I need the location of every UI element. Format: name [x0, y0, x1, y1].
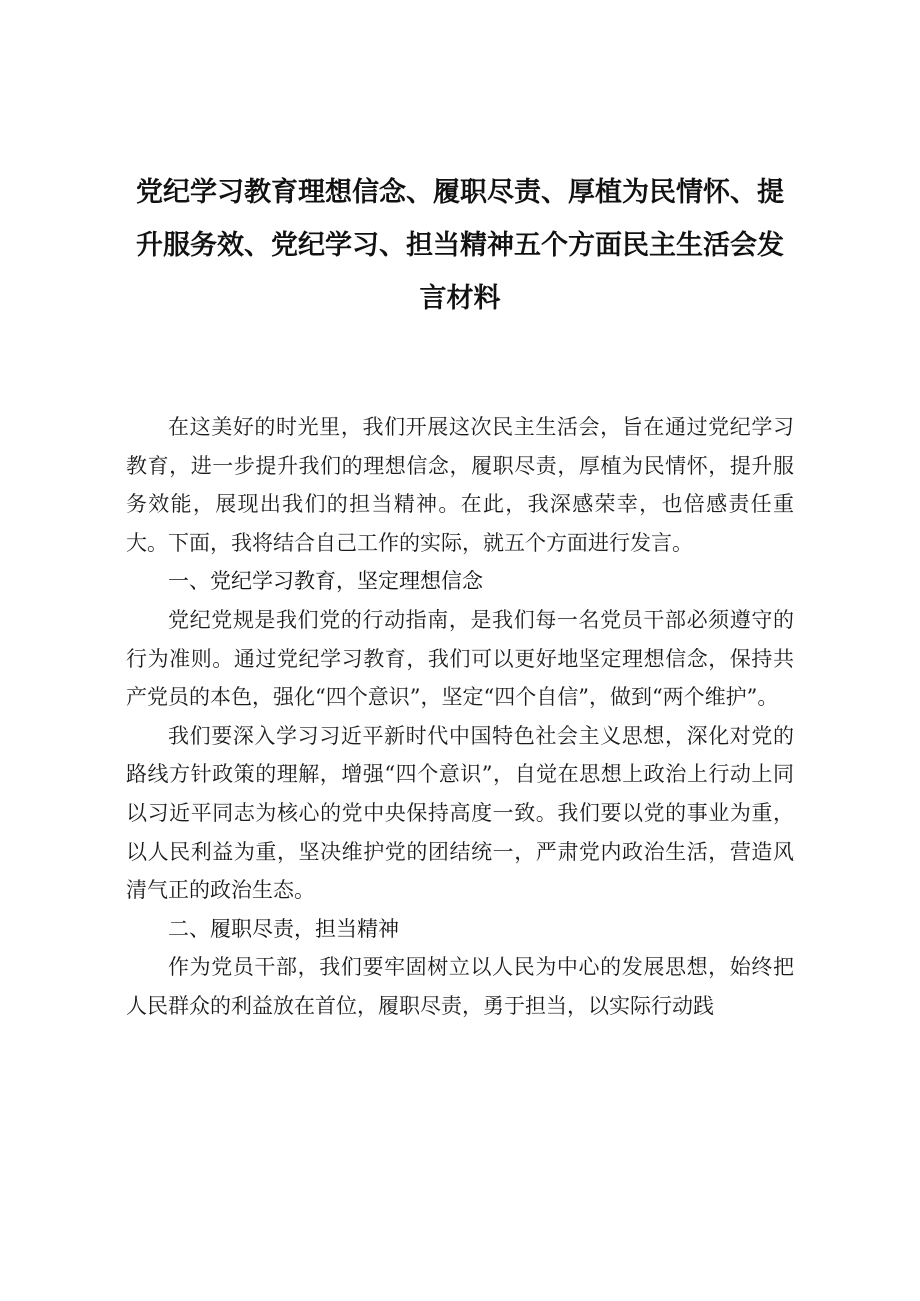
- section-heading-2: 二、履职尽责，担当精神: [168, 916, 399, 941]
- document-body: [126, 408, 794, 1026]
- section-heading-1: 一、党纪学习教育，坚定理想信念: [168, 569, 483, 594]
- section-2-paragraph-1: 作为党员干部，我们要牢固树立以人民为中心的发展思想，始终把人民群众的利益放在首位，履职尽责，勇于担当，以实际行动践: [126, 955, 794, 1018]
- section-1-paragraph-1: 党纪党规是我们党的行动指南，是我们每一名党员干部必须遵守的行为准则。通过党纪学习教育，我们可以更好地坚定理想信念，保持共产党员的本色，强化“四个意识”，坚定“四个自信”，做到“两个维护”。: [126, 607, 794, 710]
- document-title: 党纪学习教育理想信念、履职尽责、厚植为民情怀、提升服务效、党纪学习、担当精神五个方面民主生活会发言材料: [136, 177, 784, 314]
- section-1-paragraph-2: 我们要深入学习习近平新时代中国特色社会主义思想，深化对党的路线方针政策的理解，增强“四个意识”，自觉在思想上政治上行动上同以习近平同志为核心的党中央保持高度一致。我们要以党的事业为重，以人民利益为重，坚决维护党的团结统一，严肃党内政治生活，营造风清气正的政治生态。: [126, 723, 794, 903]
- intro-paragraph: 在这美好的时光里，我们开展这次民主生活会，旨在通过党纪学习教育，进一步提升我们的理想信念，履职尽责，厚植为民情怀，提升服务效能，展现出我们的担当精神。在此，我深感荣幸，也倍感责任重大。下面，我将结合自己工作的实际，就五个方面进行发言。: [126, 415, 794, 555]
